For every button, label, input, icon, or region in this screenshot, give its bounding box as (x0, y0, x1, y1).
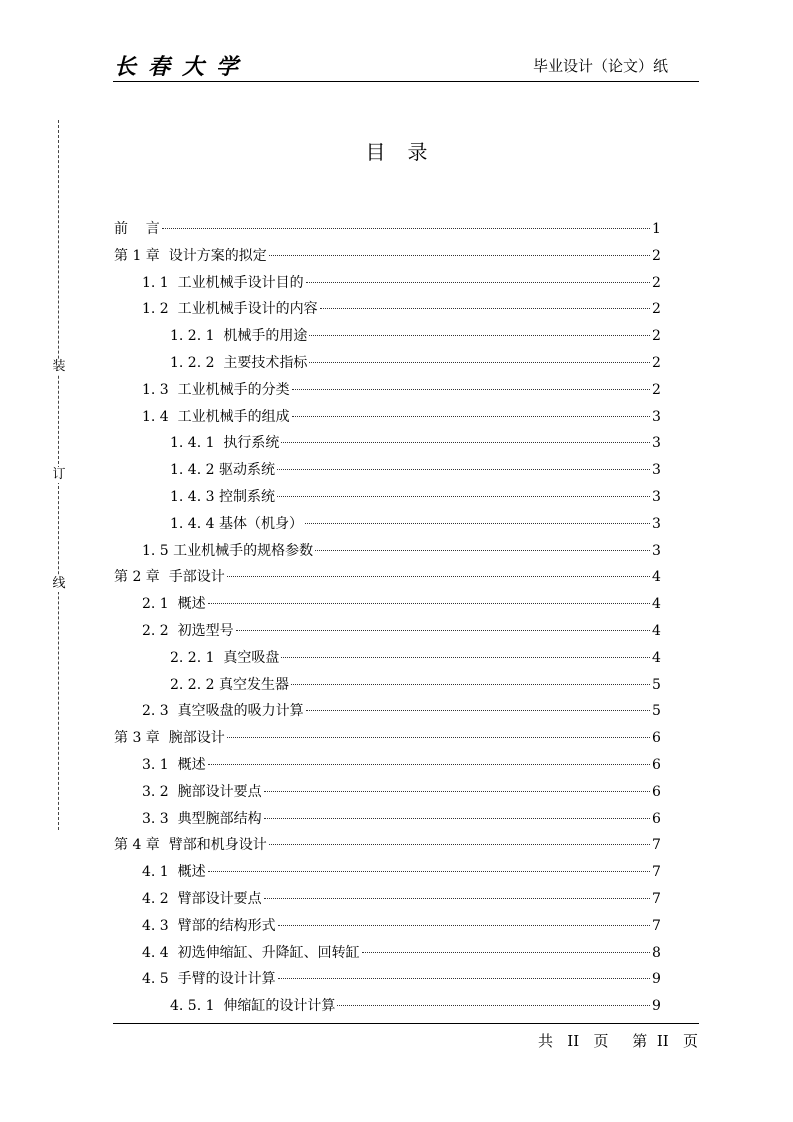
page-counter: 共 II 页 第 II 页 (538, 1032, 698, 1050)
toc-entry-label: 3. 3 典型腕部结构 (142, 810, 262, 827)
toc-entry-page: 6 (652, 810, 661, 827)
toc-entry[interactable] (114, 940, 660, 967)
toc-leader-dots (264, 898, 650, 899)
toc-entry[interactable] (114, 430, 660, 457)
toc-entry[interactable] (114, 457, 660, 484)
toc-entry-label: 4. 2 臂部设计要点 (142, 890, 262, 907)
binding-char-zhuang: 装 (52, 359, 66, 374)
toc-entry[interactable] (114, 886, 660, 913)
toc-entry[interactable] (114, 511, 660, 538)
toc-entry-page: 6 (652, 730, 661, 747)
toc-entry[interactable] (114, 672, 660, 699)
toc-leader-dots (291, 684, 650, 685)
toc-leader-dots (309, 362, 650, 363)
toc-entry-label: 2. 2. 1 真空吸盘 (170, 649, 280, 666)
toc-entry-label: 1. 2 工业机械手设计的内容 (142, 301, 318, 318)
toc-leader-dots (277, 469, 650, 470)
toc-leader-dots (337, 1005, 650, 1006)
toc-entry-label: 2. 2. 2 真空发生器 (170, 676, 289, 693)
toc-entry-page: 6 (652, 783, 661, 800)
toc-leader-dots (281, 657, 650, 658)
toc-entry-label: 2. 3 真空吸盘的吸力计算 (142, 703, 304, 720)
toc-entry-label: 1. 2. 1 机械手的用途 (170, 328, 308, 345)
toc-entry-page: 2 (652, 301, 661, 318)
toc-entry-label: 第 2 章 手部设计 (114, 569, 225, 586)
toc-leader-dots (227, 737, 650, 738)
toc-entry-page: 7 (652, 890, 661, 907)
toc-entry[interactable] (114, 323, 660, 350)
toc-entry[interactable] (114, 752, 660, 779)
toc-entry-page: 2 (652, 381, 661, 398)
toc-entry-label: 2. 1 概述 (142, 596, 206, 613)
toc-entry[interactable] (114, 538, 660, 565)
toc-entry-page: 3 (652, 488, 661, 505)
toc-entry[interactable] (114, 377, 660, 404)
toc-entry-page: 8 (652, 944, 661, 961)
toc-leader-dots (269, 255, 650, 256)
toc-entry[interactable] (114, 993, 660, 1020)
toc-leader-dots (305, 523, 650, 524)
toc-leader-dots (277, 496, 650, 497)
toc-entry[interactable] (114, 216, 660, 243)
toc-entry[interactable] (114, 564, 660, 591)
toc-entry[interactable] (114, 698, 660, 725)
toc-entry-page: 9 (652, 971, 661, 988)
toc-leader-dots (208, 764, 650, 765)
toc-entry-page: 3 (652, 462, 661, 479)
toc-entry[interactable] (114, 832, 660, 859)
toc-entry-page: 2 (652, 354, 661, 371)
toc-leader-dots (227, 576, 650, 577)
toc-entry[interactable] (114, 270, 660, 297)
toc-entry[interactable] (114, 859, 660, 886)
toc-entry-label: 第 3 章 腕部设计 (114, 730, 225, 747)
binding-char-ding: 订 (52, 467, 66, 482)
toc-entry-label: 4. 5. 1 伸缩缸的设计计算 (170, 998, 336, 1015)
toc-entry[interactable] (114, 484, 660, 511)
toc-leader-dots (236, 630, 650, 631)
toc-entry-page: 1 (652, 221, 661, 237)
toc-entry-page: 6 (652, 756, 661, 773)
school-name: 长春大学 (114, 54, 251, 80)
toc-leader-dots (362, 952, 650, 953)
toc-leader-dots (309, 335, 650, 336)
toc-entry-label: 4. 5 手臂的设计计算 (142, 971, 276, 988)
toc-entry[interactable] (114, 591, 660, 618)
toc-entry[interactable] (114, 296, 660, 323)
toc-entry-label: 第 4 章 臂部和机身设计 (114, 837, 267, 854)
toc-entry[interactable] (114, 404, 660, 431)
toc-entry[interactable] (114, 725, 660, 752)
toc-entry-page: 7 (652, 864, 661, 881)
toc-entry[interactable] (114, 806, 660, 833)
toc-entry-page: 2 (652, 274, 661, 291)
toc-entry-label: 4. 3 臂部的结构形式 (142, 917, 276, 934)
toc-entry-page: 2 (652, 328, 661, 345)
toc-entry-page: 4 (652, 569, 661, 586)
toc-entry-page: 9 (652, 998, 661, 1015)
toc-entry-label: 1. 3 工业机械手的分类 (142, 381, 290, 398)
paper-type: 毕业设计（论文）纸 (532, 57, 668, 75)
toc-leader-dots (278, 925, 650, 926)
toc-entry-label: 2. 2 初选型号 (142, 622, 234, 639)
toc-entry-page: 5 (652, 676, 661, 693)
toc-leader-dots (306, 710, 650, 711)
toc-entry-label: 1. 4. 1 执行系统 (170, 435, 280, 452)
toc-entry-label: 1. 2. 2 主要技术指标 (170, 354, 308, 371)
toc-entry-label: 1. 4. 4 基体（机身） (170, 515, 303, 532)
toc-entry[interactable] (114, 243, 660, 270)
toc-entry[interactable] (114, 350, 660, 377)
toc-entry[interactable] (114, 913, 660, 940)
toc-leader-dots (292, 416, 650, 417)
toc-entry-label: 1. 4. 3 控制系统 (170, 488, 275, 505)
toc-leader-dots (208, 871, 650, 872)
toc-leader-dots (264, 791, 650, 792)
header-rule (113, 81, 699, 82)
toc-entry[interactable] (114, 645, 660, 672)
toc-entry-page: 4 (652, 596, 661, 613)
toc-entry-label: 4. 4 初选伸缩缸、升降缸、回转缸 (142, 944, 360, 961)
toc-entry-label: 前 言 (114, 221, 160, 237)
table-of-contents (114, 216, 660, 1020)
toc-title: 目录 (365, 140, 450, 164)
toc-entry-label: 1. 4 工业机械手的组成 (142, 408, 290, 425)
toc-entry-page: 3 (652, 515, 661, 532)
toc-entry-page: 3 (652, 542, 661, 559)
toc-entry-label: 4. 1 概述 (142, 864, 206, 881)
toc-leader-dots (281, 442, 650, 443)
toc-entry-label: 第 1 章 设计方案的拟定 (114, 247, 267, 264)
toc-leader-dots (162, 228, 650, 229)
toc-entry-page: 2 (652, 247, 661, 264)
toc-entry[interactable] (114, 779, 660, 806)
toc-entry-page: 5 (652, 703, 661, 720)
toc-leader-dots (320, 308, 650, 309)
toc-entry-page: 3 (652, 435, 661, 452)
toc-entry-label: 1. 4. 2 驱动系统 (170, 462, 275, 479)
toc-entry-label: 1. 5 工业机械手的规格参数 (142, 542, 314, 559)
toc-leader-dots (306, 282, 650, 283)
binding-char-xian: 线 (52, 576, 66, 591)
toc-entry-page: 4 (652, 622, 661, 639)
toc-entry[interactable] (114, 618, 660, 645)
toc-entry-page: 7 (652, 917, 661, 934)
toc-leader-dots (208, 603, 650, 604)
toc-entry-label: 3. 1 概述 (142, 756, 206, 773)
toc-leader-dots (278, 978, 650, 979)
toc-entry-page: 4 (652, 649, 661, 666)
toc-entry[interactable] (114, 966, 660, 993)
toc-entry-label: 3. 2 腕部设计要点 (142, 783, 262, 800)
toc-entry-page: 7 (652, 837, 661, 854)
toc-leader-dots (264, 818, 650, 819)
toc-entry-page: 3 (652, 408, 661, 425)
toc-leader-dots (269, 844, 650, 845)
toc-leader-dots (292, 389, 650, 390)
footer-rule (113, 1023, 699, 1024)
toc-entry-label: 1. 1 工业机械手设计目的 (142, 274, 304, 291)
toc-leader-dots (315, 550, 650, 551)
